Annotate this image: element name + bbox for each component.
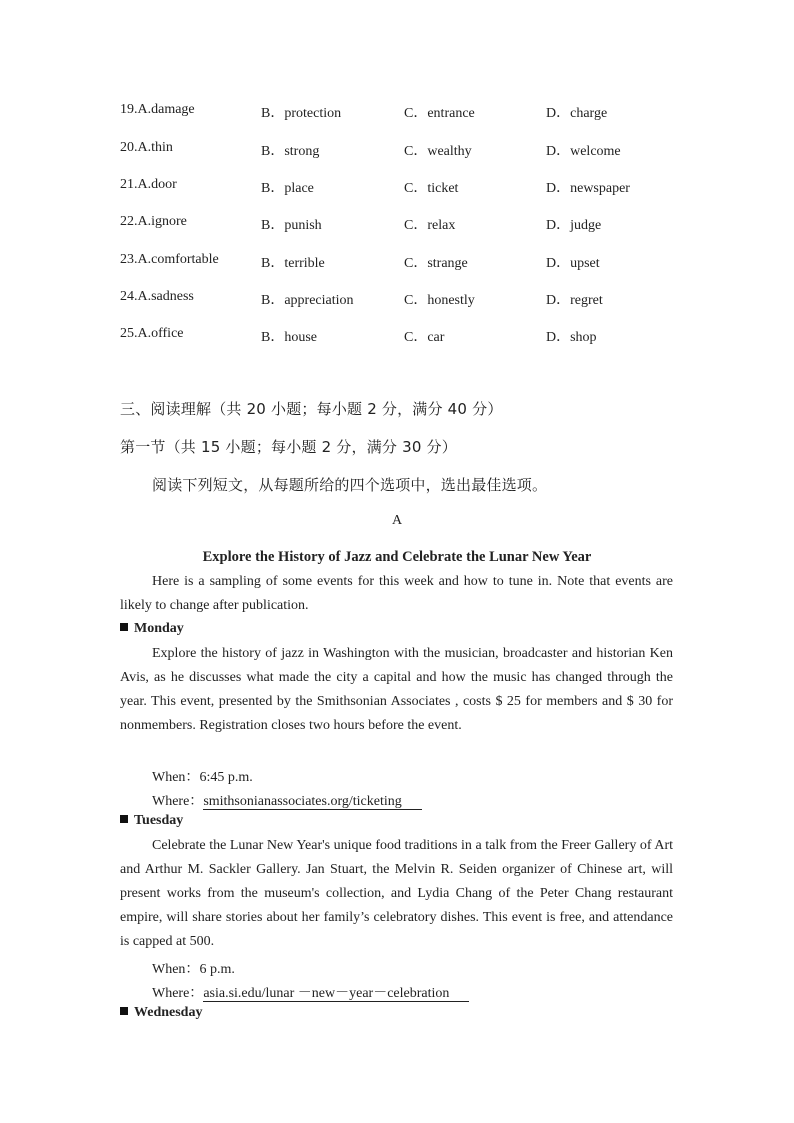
- option-a: 22.A.ignore: [120, 214, 187, 229]
- monday-description: Explore the history of jazz in Washington with the musician, broadcaster and historian Ken Avis, as he discusses what made the city a capital and how the music has changed through the year. This event, presented by the Smithsonian Associates , costs $ 25 for members and $ 30 for nonmembers. Registration closes two hours before the event.: [120, 646, 673, 733]
- passage-label: A: [391, 513, 403, 528]
- option-b: B．protection: [261, 106, 342, 121]
- option-d: D．regret: [546, 293, 603, 308]
- option-row-25: [0, 326, 794, 346]
- day-label: Tuesday: [134, 813, 184, 828]
- option-c: C．honestly: [404, 293, 475, 308]
- option-c: C．ticket: [404, 181, 459, 196]
- option-c: C．strange: [404, 256, 468, 271]
- option-a: 20.A.thin: [120, 140, 173, 155]
- day-label: Monday: [134, 621, 184, 636]
- tuesday-description: Celebrate the Lunar New Year's unique food traditions in a talk from the Freer Gallery of Art and Arthur M. Sackler Gallery. Jan Stuart, the Melvin R. Seiden organizer of Chinese art, will present works from the museum's collection, and Lydia Chang of the Peter Chang restaurant empire, will share stories about her family’s celebratory dishes. This event is free, and attendance is capped at 500.: [120, 838, 673, 949]
- option-row-21: [0, 177, 794, 197]
- where-link[interactable]: asia.si.edu/lunar －new－year－celebration: [203, 986, 469, 1002]
- option-row-19: [0, 102, 794, 122]
- section-heading: 三、阅读理解（共 20 小题；每小题 2 分，满分 40 分）: [120, 400, 503, 418]
- passage-title: Explore the History of Jazz and Celebrate the Lunar New Year: [202, 549, 592, 565]
- option-row-23: [0, 252, 794, 272]
- option-a: 21.A.door: [120, 177, 177, 192]
- option-d: D．newspaper: [546, 181, 630, 196]
- monday-when: [152, 766, 253, 786]
- option-row-20: [0, 140, 794, 160]
- option-c: C．wealthy: [404, 144, 472, 159]
- option-a: 25.A.office: [120, 326, 184, 341]
- option-a: 19.A.damage: [120, 102, 195, 117]
- option-d: D．upset: [546, 256, 600, 271]
- option-b: B．strong: [261, 144, 320, 159]
- option-row-22: [0, 214, 794, 234]
- square-bullet-icon: [120, 815, 128, 823]
- when-value: 6 p.m.: [199, 962, 235, 977]
- where-link[interactable]: smithsonianassociates.org/ticketing: [203, 794, 421, 810]
- when-value: 6:45 p.m.: [199, 770, 253, 785]
- option-c: C．car: [404, 330, 445, 345]
- option-a: 23.A.comfortable: [120, 252, 219, 267]
- when-label: When：: [152, 962, 200, 977]
- option-row-24: [0, 289, 794, 309]
- option-b: B．punish: [261, 218, 322, 233]
- option-b: B．house: [261, 330, 317, 345]
- section-instruction: 阅读下列短文，从每题所给的四个选项中，选出最佳选项。: [152, 476, 548, 494]
- tuesday-where: [152, 982, 469, 1002]
- day-heading-wednesday: [120, 1005, 202, 1021]
- option-c: C．entrance: [404, 106, 475, 121]
- section-subheading: 第一节（共 15 小题；每小题 2 分，满分 30 分）: [120, 438, 457, 456]
- option-d: D．welcome: [546, 144, 621, 159]
- day-label: Wednesday: [134, 1005, 203, 1020]
- option-c: C．relax: [404, 218, 456, 233]
- option-d: D．judge: [546, 218, 602, 233]
- square-bullet-icon: [120, 623, 128, 631]
- passage-intro: Here is a sampling of some events for this week and how to tune in. Note that events are likely to change after publication.: [120, 574, 673, 613]
- where-label: Where：: [152, 794, 204, 809]
- option-d: D．shop: [546, 330, 597, 345]
- day-heading-tuesday: [120, 813, 183, 829]
- monday-where: [152, 790, 422, 810]
- tuesday-when: [152, 958, 235, 978]
- square-bullet-icon: [120, 1007, 128, 1015]
- where-label: Where：: [152, 986, 204, 1001]
- option-b: B．place: [261, 181, 314, 196]
- option-b: B．terrible: [261, 256, 325, 271]
- option-a: 24.A.sadness: [120, 289, 194, 304]
- option-d: D．charge: [546, 106, 608, 121]
- option-b: B．appreciation: [261, 293, 354, 308]
- when-label: When：: [152, 770, 200, 785]
- day-heading-monday: [120, 621, 184, 637]
